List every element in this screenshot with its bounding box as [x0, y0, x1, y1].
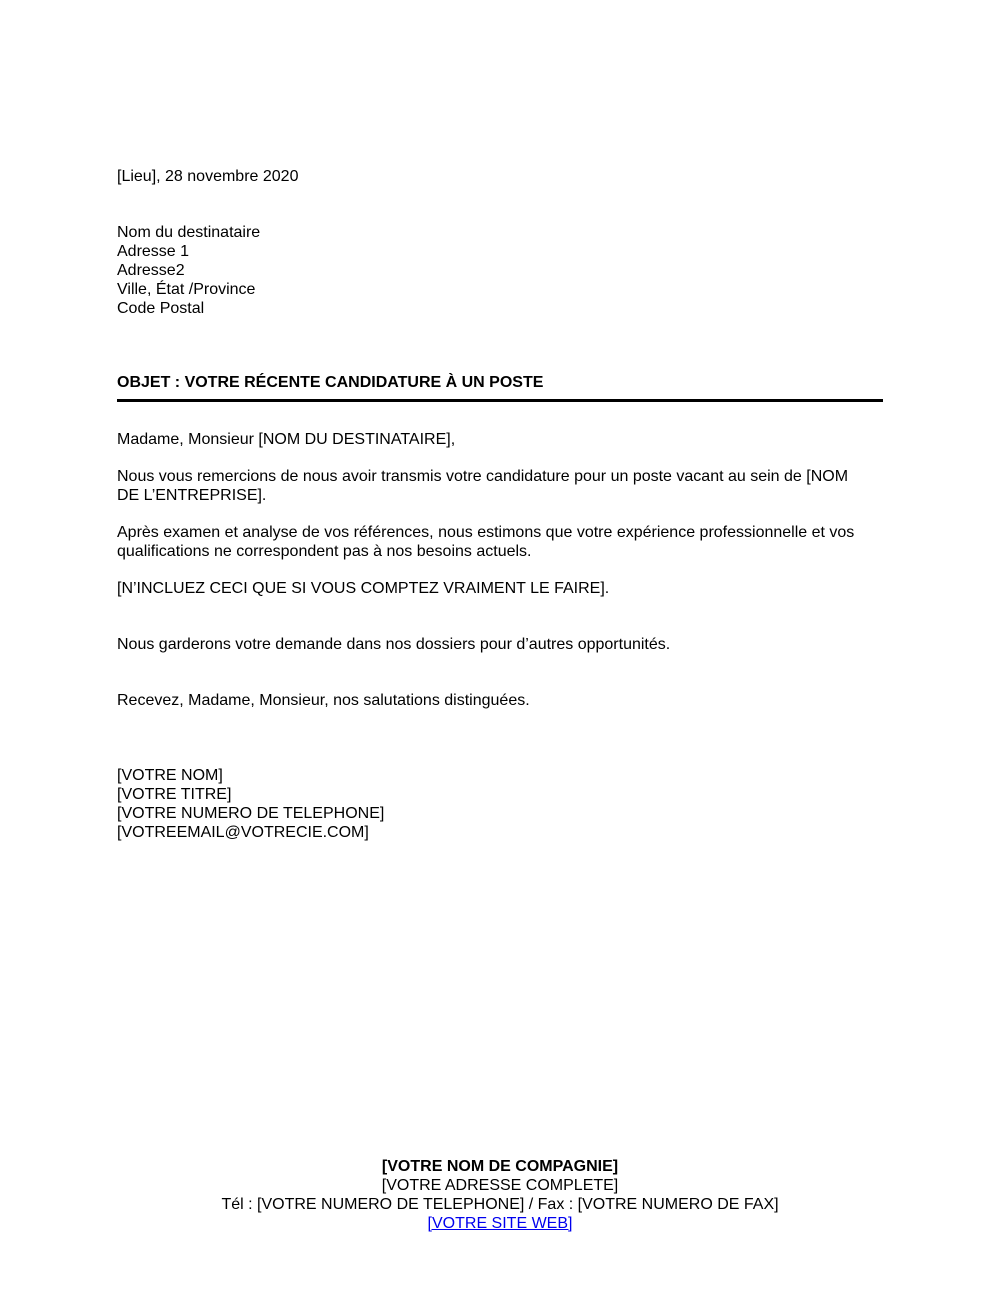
recipient-postal-code: Code Postal [117, 300, 205, 317]
paragraph-4: Nous garderons votre demande dans nos dossiers pour d’autres opportunités. [117, 636, 671, 653]
recipient-address2: Adresse2 [117, 262, 185, 279]
subject-line: OBJET : VOTRE RÉCENTE CANDIDATURE À UN POSTE [117, 374, 544, 391]
signature-title: [VOTRE TITRE] [117, 786, 232, 803]
letterhead-footer [0, 1157, 1000, 1233]
signature-block [117, 766, 384, 842]
paragraph-2: Après examen et analyse de vos références, nous estimons que votre expérience professionnelle et vos qualifications ne correspondent pas à nos besoins actuels. [117, 524, 855, 560]
paragraph-3: [N’INCLUEZ CECI QUE SI VOUS COMPTEZ VRAIMENT LE FAIRE]. [117, 580, 610, 597]
closing: Recevez, Madame, Monsieur, nos salutations distinguées. [117, 692, 530, 709]
footer-address: [VOTRE ADRESSE COMPLETE] [381, 1177, 619, 1194]
footer-contact: Tél : [VOTRE NUMERO DE TELEPHONE] / Fax : [VOTRE NUMERO DE FAX] [221, 1196, 779, 1213]
footer-website-link[interactable]: [VOTRE SITE WEB] [427, 1215, 573, 1232]
date-line: [Lieu], 28 novembre 2020 [117, 168, 299, 185]
signature-phone: [VOTRE NUMERO DE TELEPHONE] [117, 805, 385, 822]
recipient-block [117, 223, 260, 318]
recipient-address1: Adresse 1 [117, 243, 190, 260]
signature-name: [VOTRE NOM] [117, 767, 223, 784]
salutation: Madame, Monsieur [NOM DU DESTINATAIRE], [117, 431, 456, 448]
footer-company: [VOTRE NOM DE COMPAGNIE] [381, 1158, 619, 1175]
subject-divider [117, 399, 883, 402]
paragraph-1: Nous vous remercions de nous avoir transmis votre candidature pour un poste vacant au sein de [NOM DE L’ENTREPRISE]. [117, 468, 849, 504]
recipient-name: Nom du destinataire [117, 224, 261, 241]
signature-email: [VOTREEMAIL@VOTRECIE.COM] [117, 824, 369, 841]
recipient-city: Ville, État /Province [117, 281, 256, 298]
